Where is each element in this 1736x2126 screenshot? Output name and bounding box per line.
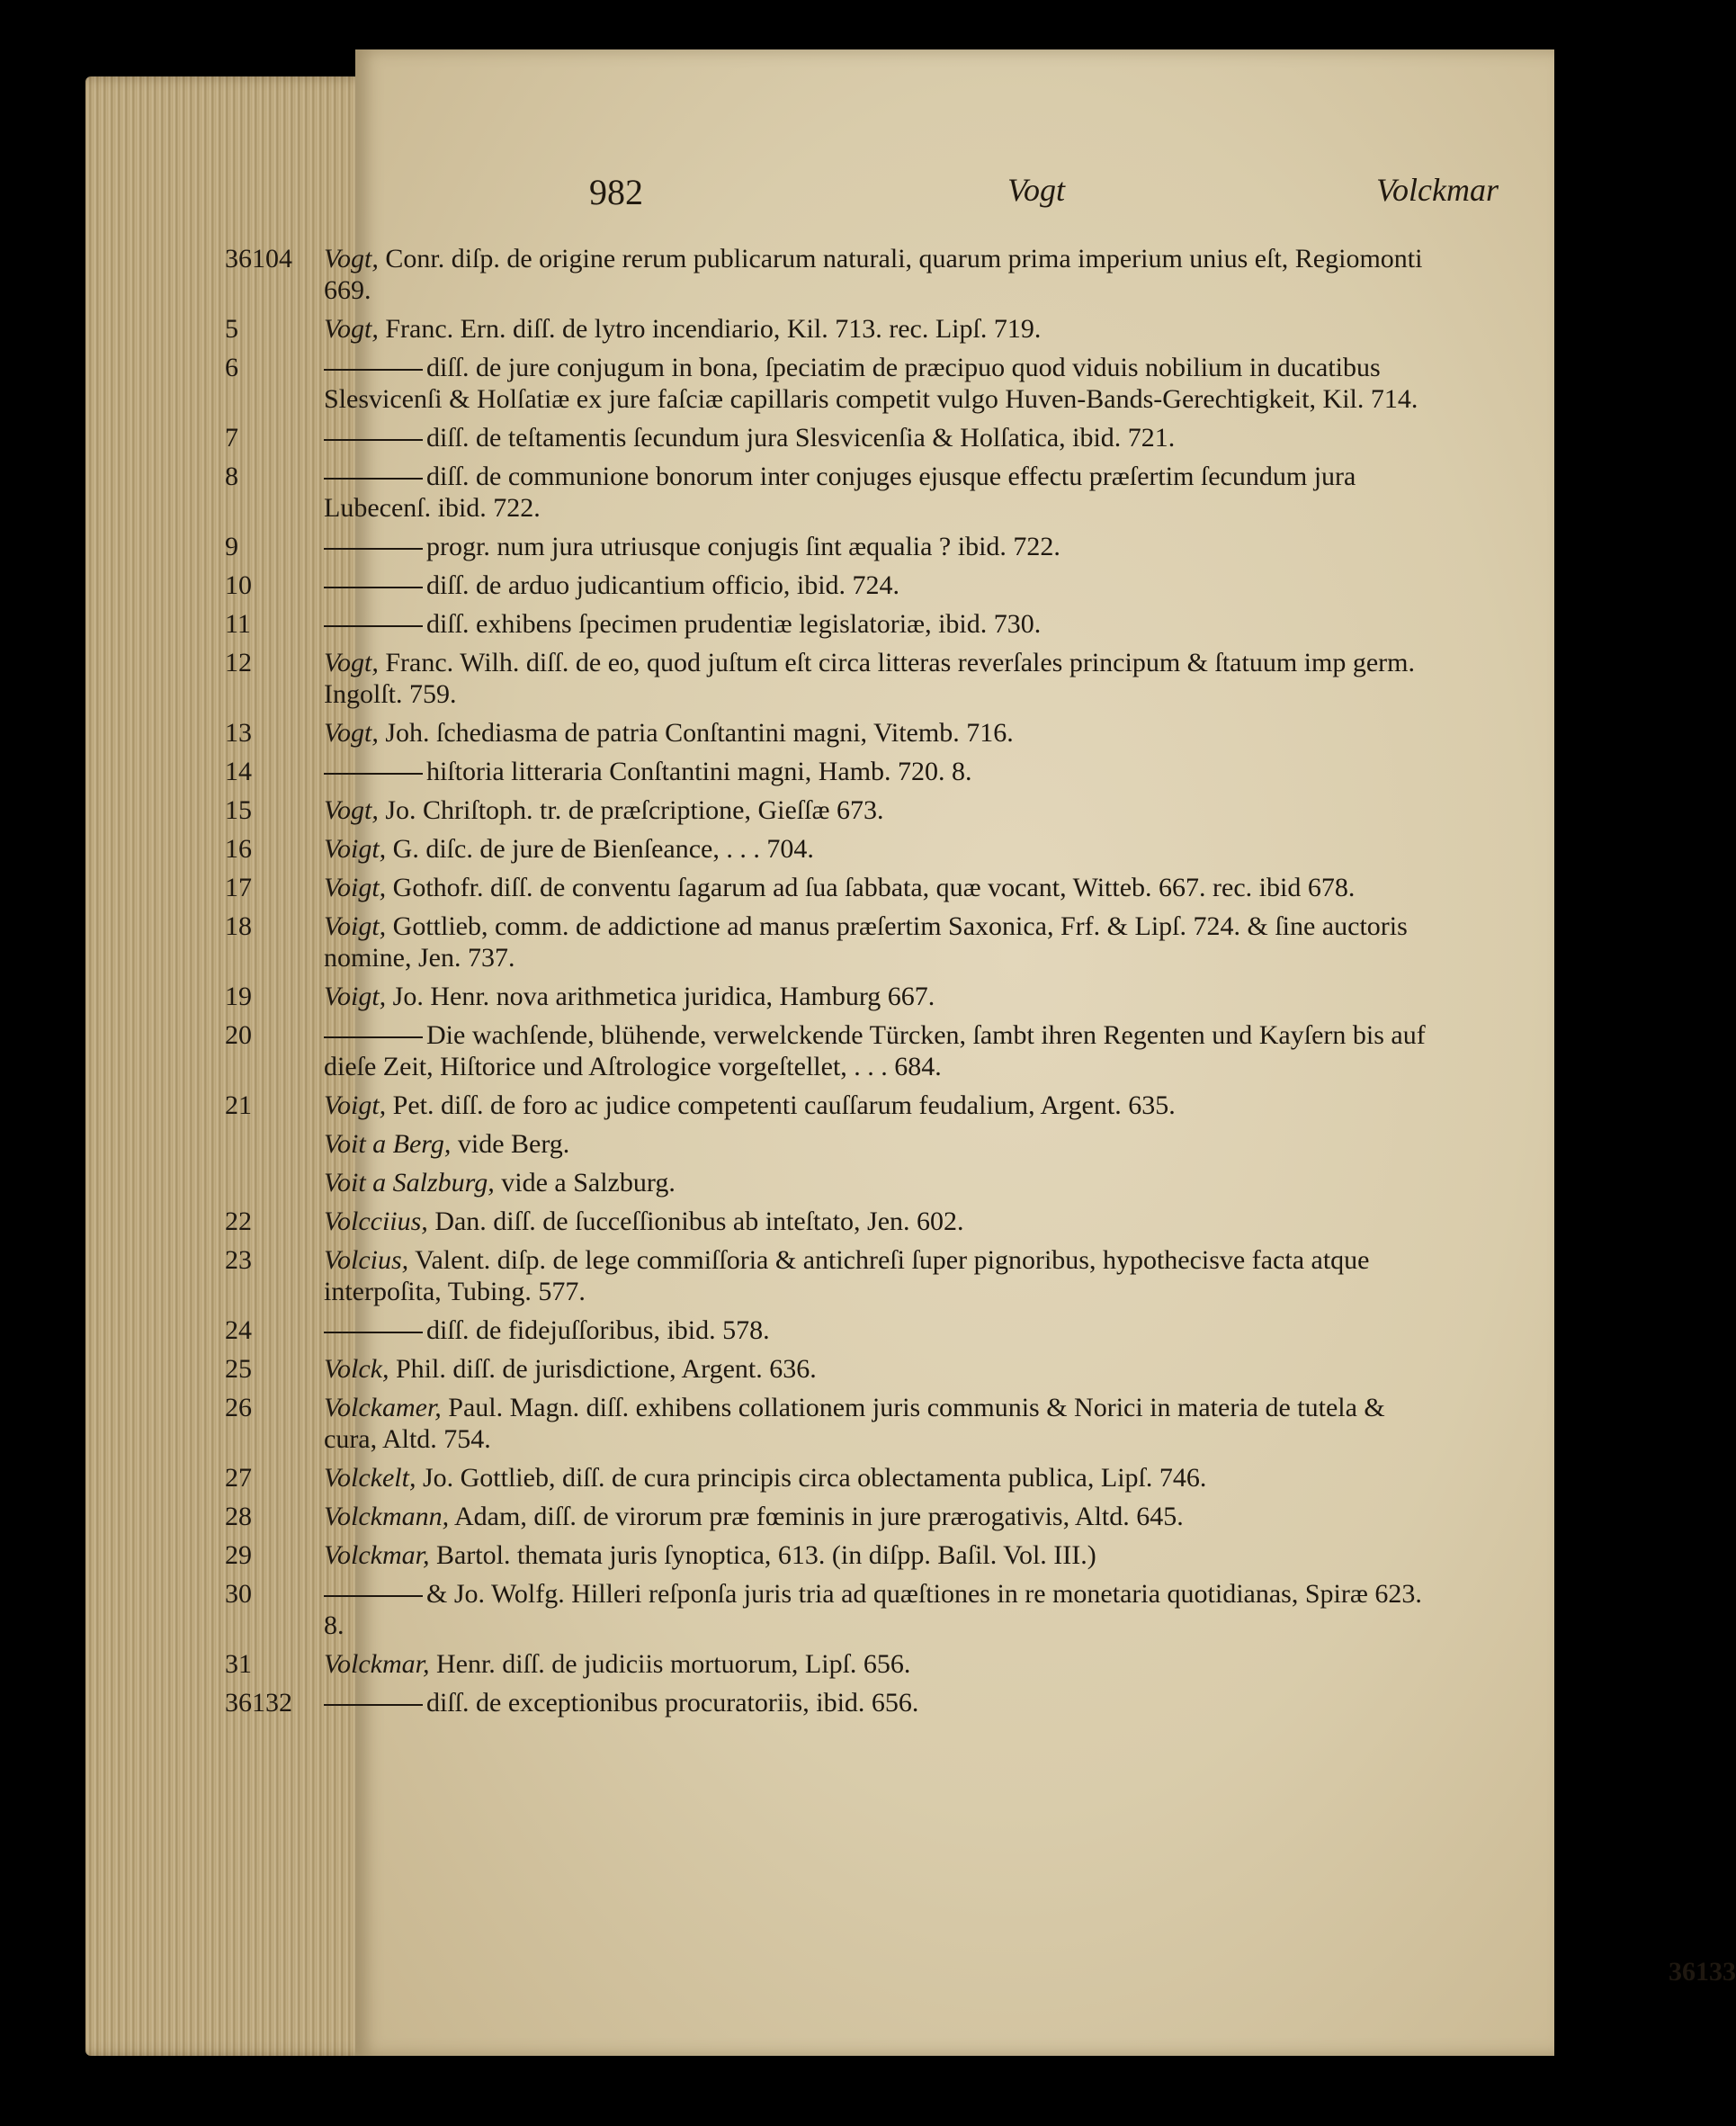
entry-number: 22 (225, 1207, 252, 1236)
entry (225, 1244, 1498, 1307)
entry-body (324, 461, 1498, 524)
entry (225, 1578, 1498, 1641)
entry-number: 18 (225, 911, 252, 941)
entry-text: Gottlieb, comm. de addictione ad manus præſertim Saxonica, Frf. & Lipſ. 724. & ſine auctoris nomine, Jen. 737. (324, 911, 1408, 973)
entry-body (324, 1539, 1498, 1571)
entry-body (324, 422, 1498, 453)
page-header (355, 171, 1554, 234)
entry-text: & Jo. Wolfg. Hilleri reſponſa juris tria ad quæſtiones in re monetaria quotidianas, Spiræ 623. 8. (324, 1579, 1422, 1640)
author-name: Vogt, (324, 244, 379, 274)
entry (225, 1648, 1498, 1680)
entry-number: 7 (225, 423, 238, 453)
entry-number: 20 (225, 1020, 252, 1050)
entry-body (324, 1578, 1498, 1641)
entry-text: Adam, diſſ. de virorum præ fœminis in jure prærogativis, Altd. 645. (454, 1502, 1184, 1531)
entry-body (324, 1392, 1498, 1455)
author-name: Volckmar, (324, 1649, 430, 1679)
author-name: Vogt, (324, 718, 379, 748)
entry-number: 21 (225, 1090, 252, 1120)
entry (225, 1353, 1498, 1385)
entry-text: diſſ. de teſtamentis ſecundum jura Slesvicenſia & Holſatica, ibid. 721. (426, 423, 1176, 453)
entry-number: 6 (225, 353, 238, 382)
entry-number: 16 (225, 834, 252, 864)
author-name: Voigt, (324, 873, 387, 902)
entry-number: 17 (225, 873, 252, 902)
entry (225, 756, 1498, 787)
entry (225, 872, 1498, 903)
entry-text: Conr. diſp. de origine rerum publicarum naturali, quarum prima imperium unius eſt, Regiomonti 669. (324, 244, 1423, 305)
entry-text: hiſtoria litteraria Conſtantini magni, Hamb. 720. 8. (426, 757, 972, 786)
entry-number: 25 (225, 1354, 252, 1384)
entry-text: Phil. diſſ. de jurisdictione, Argent. 636. (395, 1354, 817, 1384)
author-name: Voigt, (324, 1090, 387, 1120)
entry-number: 36132 (225, 1688, 292, 1718)
ditto-dash (324, 1704, 423, 1706)
ditto-dash (324, 548, 423, 550)
entry (225, 647, 1498, 710)
entry-body (324, 1353, 1498, 1385)
entry-text: Gothofr. diſſ. de conventu ſagarum ad ſua ſabbata, quæ vocant, Witteb. 667. rec. ibid 678. (392, 873, 1356, 902)
author-name: Voigt, (324, 982, 387, 1011)
entry-number: 23 (225, 1245, 252, 1275)
entry (225, 911, 1498, 973)
entry (225, 570, 1498, 601)
entry-number: 36104 (225, 244, 292, 274)
entry-text: Joh. ſchediasma de patria Conſtantini magni, Vitemb. 716. (385, 718, 1014, 748)
author-name: Volckmar, (324, 1540, 430, 1570)
ditto-dash (324, 1332, 423, 1333)
entry-text: Jo. Gottlieb, diſſ. de cura principis circa oblectamenta publica, Lipſ. 746. (422, 1463, 1207, 1493)
entry-body (324, 1206, 1498, 1237)
entry-body (324, 531, 1498, 562)
entry-body (324, 794, 1498, 826)
entry-text: Bartol. themata juris ſynoptica, 613. (in diſpp. Baſil. Vol. III.) (435, 1540, 1096, 1570)
entry (225, 1687, 1498, 1718)
author-name: Volckamer, (324, 1393, 442, 1422)
ditto-dash (324, 773, 423, 775)
entry-number: 8 (225, 462, 238, 491)
entry-body (324, 1019, 1498, 1082)
entry-number: 10 (225, 570, 252, 600)
author-name: Voigt, (324, 834, 387, 864)
entry (225, 313, 1498, 345)
entry-text: Valent. diſp. de lege commiſſoria & antichreſi ſuper pignoribus, hypothecisve facta atque interpoſita, Tubing. 577. (324, 1245, 1370, 1306)
entry-number: 24 (225, 1315, 252, 1345)
entry-body (324, 1167, 1498, 1198)
entry (225, 794, 1498, 826)
entry-text: diſſ. exhibens ſpecimen prudentiæ legislatoriæ, ibid. 730. (426, 609, 1042, 639)
entry-text: Die wachſende, blühende, verwelckende Türcken, ſambt ihren Regenten und Kayſern bis auf dieſe Zeit, Hiſtorice und Aſtrologice vorgeſtellet, . . . 684. (324, 1020, 1426, 1081)
catchword: 36133 (1669, 1957, 1736, 1987)
author-name: Volcius, (324, 1245, 409, 1275)
entry (225, 1090, 1498, 1121)
entry-number: 31 (225, 1649, 252, 1679)
entry-number: 5 (225, 314, 238, 344)
entry-text: vide Berg. (457, 1129, 570, 1159)
author-name: Vogt, (324, 648, 379, 677)
author-name: Volck, (324, 1354, 389, 1384)
entry-number: 13 (225, 718, 252, 748)
entry-body (324, 1314, 1498, 1346)
entry (225, 833, 1498, 865)
entry-body (324, 570, 1498, 601)
author-name: Voit a Salzburg, (324, 1168, 495, 1198)
entry-body (324, 243, 1498, 306)
entry (225, 1206, 1498, 1237)
entry-text: Jo. Henr. nova arithmetica juridica, Hamburg 667. (392, 982, 935, 1011)
ditto-dash (324, 369, 423, 371)
entry-number: 26 (225, 1393, 252, 1422)
page-number: 982 (589, 172, 643, 212)
entry-text: diſſ. de fidejuſſoribus, ibid. 578. (426, 1315, 770, 1345)
entry (225, 1128, 1498, 1160)
entry-number: 15 (225, 795, 252, 825)
author-name: Vogt, (324, 314, 379, 344)
entry-text: Franc. Wilh. diſſ. de eo, quod juſtum eſt circa litteras reverſales principum & ſtatuum imp germ. Ingolſt. 759. (324, 648, 1415, 709)
running-head-right: Volckmar (1376, 172, 1499, 208)
entry-body (324, 1462, 1498, 1494)
entry-text: Franc. Ern. diſſ. de lytro incendiario, Kil. 713. rec. Lipſ. 719. (385, 314, 1042, 344)
entry (225, 422, 1498, 453)
entry-body (324, 608, 1498, 640)
entry (225, 531, 1498, 562)
entry (225, 608, 1498, 640)
entry-body (324, 833, 1498, 865)
entry-number (225, 1167, 324, 1198)
entry-number: 12 (225, 648, 252, 677)
entry-body (324, 1687, 1498, 1718)
entry-text: progr. num jura utriusque conjugis ſint æqualia ? ibid. 722. (426, 532, 1060, 561)
author-name: Volckelt, (324, 1463, 416, 1493)
entry-text: diſſ. de exceptionibus procuratoriis, ibid. 656. (426, 1688, 919, 1718)
ditto-dash (324, 478, 423, 480)
entry-text: G. diſc. de jure de Bienſeance, . . . 704. (392, 834, 814, 864)
entry-number: 29 (225, 1540, 252, 1570)
entry-body (324, 1501, 1498, 1532)
bibliography-entries (225, 243, 1498, 1726)
entry (225, 1392, 1498, 1455)
ditto-dash (324, 625, 423, 627)
entry-number (225, 1128, 324, 1160)
entry-body (324, 717, 1498, 749)
entry (225, 981, 1498, 1012)
entry-body (324, 911, 1498, 973)
entry-text: diſſ. de jure conjugum in bona, ſpeciatim de præcipuo quod viduis nobilium in ducatibus Slesvicenſi & Holſatiæ ex jure faſciæ capillaris competit vulgo Huven-Bands-Gerechtigkeit, Kil. 714. (324, 353, 1418, 414)
entry (225, 717, 1498, 749)
running-head-left: Vogt (1007, 172, 1066, 208)
entry-body (324, 647, 1498, 710)
entry-number: 19 (225, 982, 252, 1011)
entry (225, 1462, 1498, 1494)
entry-text: diſſ. de arduo judicantium officio, ibid. 724. (426, 570, 900, 600)
entry-number: 28 (225, 1502, 252, 1531)
entry-body (324, 1090, 1498, 1121)
entry-number: 9 (225, 532, 238, 561)
entry-body (324, 352, 1498, 415)
entry (225, 1539, 1498, 1571)
entry-body (324, 981, 1498, 1012)
entry (225, 1167, 1498, 1198)
entry-body (324, 1244, 1498, 1307)
author-name: Volckmann, (324, 1502, 450, 1531)
entry-text: diſſ. de communione bonorum inter conjuges ejusque effectu præſertim ſecundum jura Lubecenſ. ibid. 722. (324, 462, 1356, 523)
entry-body (324, 1648, 1498, 1680)
entry-number: 11 (225, 609, 251, 639)
entry-body (324, 1128, 1498, 1160)
entry (225, 1314, 1498, 1346)
entry (225, 352, 1498, 415)
entry-body (324, 756, 1498, 787)
ditto-dash (324, 1036, 423, 1038)
entry-text: Dan. diſſ. de ſucceſſionibus ab inteſtato, Jen. 602. (434, 1207, 964, 1236)
entry-body (324, 872, 1498, 903)
ditto-dash (324, 587, 423, 588)
entry-text: Paul. Magn. diſſ. exhibens collationem juris communis & Norici in materia de tutela & cura, Altd. 754. (324, 1393, 1385, 1454)
ditto-dash (324, 439, 423, 441)
entry (225, 243, 1498, 306)
entry-text: Jo. Chriſtoph. tr. de præſcriptione, Gieſſæ 673. (385, 795, 884, 825)
author-name: Voit a Berg, (324, 1129, 452, 1159)
entry (225, 1019, 1498, 1082)
entry-number: 30 (225, 1579, 252, 1609)
entry (225, 461, 1498, 524)
entry (225, 1501, 1498, 1532)
entry-text: Henr. diſſ. de judiciis mortuorum, Lipſ. 656. (435, 1649, 911, 1679)
author-name: Voigt, (324, 911, 387, 941)
entry-number: 14 (225, 757, 252, 786)
entry-text: Pet. diſſ. de foro ac judice competenti cauſſarum feudalium, Argent. 635. (392, 1090, 1176, 1120)
author-name: Vogt, (324, 795, 379, 825)
entry-body (324, 313, 1498, 345)
entry-number: 27 (225, 1463, 252, 1493)
author-name: Volcciius, (324, 1207, 428, 1236)
ditto-dash (324, 1595, 423, 1597)
entry-text: vide a Salzburg. (501, 1168, 676, 1198)
